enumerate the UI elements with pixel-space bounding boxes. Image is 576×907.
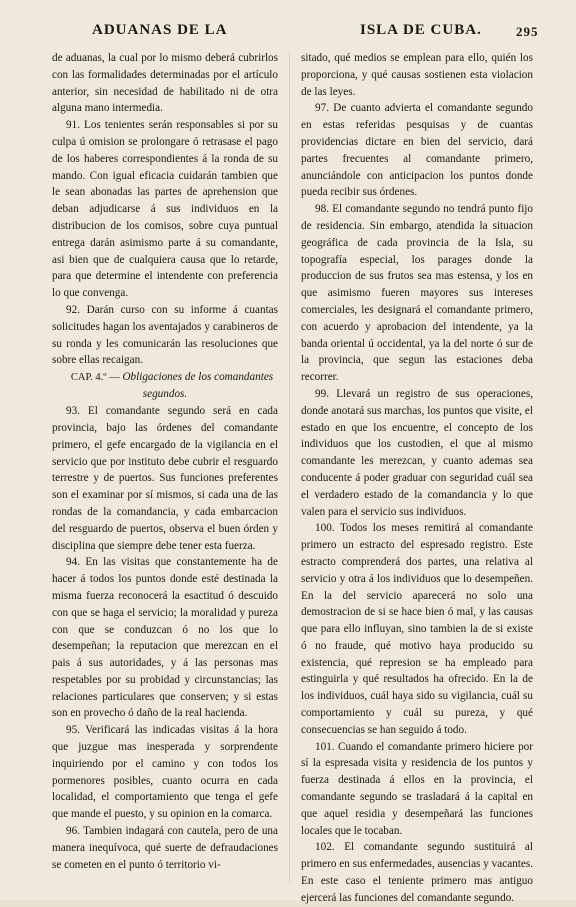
right-column [301,50,533,907]
page-number: 295 [516,24,539,39]
article-95: 95. Verificará las indicadas visitas á la hora que juzgue mas inesperada y sorprendente inquiriendo por el camino y con todos los pormenores posibles, cuanto ocurra en cada localidad, el comportamiento que tenga el gefe que mande el puesto, y su opinion en la comarca. [52,724,278,821]
header-right-title: ISLA DE CUBA. [360,22,482,38]
header-left-title: ADUANAS DE LA [92,22,228,38]
article-92: 92. Darán curso con su informe á cuantas solicitudes hagan los aventajados y carabineros de su ronda y les comunicarán las resoluciones que sobre ellas recaigan. [52,303,278,367]
chapter-heading [52,369,278,403]
left-column [52,50,278,873]
column-divider [289,52,290,882]
running-header [0,22,576,44]
article-91: 91. Los tenientes serán responsables si por su culpa ú omision se prolongare ó retrasase el pago de los haberes correspondientes á la ronda de su mando. Con igual eficacia cuidarán tambien que le sean abonadas las partes de aprehension que deban adjudicarse á sus individuos en la distribucion de los comisos, sobre cuya puntual entrega darán asimismo parte á su comandante, asi bien que de cualquiera causa que lo retarde, para que determine el intendente con preferencia lo que convenga. [52,119,278,300]
chapter-number: CAP. 4.º — [70,372,120,384]
paragraph-continuation: de aduanas, la cual por lo mismo deberá cubrirlos con las formalidades determinadas por el artículo anterior, sin necesidad de habilitado ni de otra alguna mano intermedia. [52,52,278,115]
article-96: 96. Tambien indagará con cautela, pero de una manera inequívoca, qué suerte de defraudaciones se cometen en el punto ó territorio vi- [52,825,278,871]
article-98: 98. El comandante segundo no tendrá punto fijo de residencia. Sin embargo, atendida la situacion geográfica de cada provincia de la Isla, su topografía especial, los parages donde la produccion de sus frutos sea mas estensa, y los en que asimismo fueren mayores sus intereses comerciales, les designará el comandante primero, con acuerdo y aprobacion del intendente, ya la banda oriental ú occidental, ya la del norte ó sur de la provincia, que segun las estaciones deba recorrer. [301,203,533,384]
article-94: 94. En las visitas que constantemente ha de hacer á todos los puntos donde esté destinada la misma fuerza reconocerá la esactitud ó descuido con que se haga el servicio; la moralidad y pureza con que se conduzcan ó no los que lo desempeñan; la reputacion que merezcan en el pais á sus autoridades, y á las personas mas respetables por su probidad y circunstancias; las relaciones particulares que conserven; y si estas son en provecho ó daño de la real hacienda. [52,556,278,720]
article-93: 93. El comandante segundo será en cada provincia, bajo las órdenes del comandante primero, el gefe encargado de la vigilancia en el servicio que por instituto debe cubrir el resguardo terrestre y de puertos. Sus funciones preferentes son el examinar por sí mismos, si cada una de las rondas de la comandancia, y cada embarcacion del resguardo de puertos, observa el buen órden y disciplina que siempre debe tener esta fuerza. [52,405,278,552]
article-102: 102. El comandante segundo sustituirá al primero en sus enfermedades, ausencias y vacantes. En este caso el teniente primero mas antiguo ejercerá las funciones del comandante segundo. [301,841,533,904]
paragraph-continuation: sitado, qué medios se emplean para ello, quién los proporciona, y qué causas sostienen esta violacion de las leyes. [301,52,533,98]
article-100: 100. Todos los meses remitirá al comandante primero un estracto del espresado registro. Este estracto comprenderá dos partes, una relativa al servicio y otra á los individuos que lo desempeñen. En la del servicio aparecerá no solo una demostracion de si se hace bien ó mal, y las causas que para ello influyan, sino tambien la de si existe ó no fraude, qué motivo haya producido su existencia, qué represion se ha empleado para estinguirla y qué resultados ha ofrecido. En la de los individuos, cuál haya sido su vigilancia, cuál su comportamiento y cuál su pureza, y qué consecuencias se han seguido á todo. [301,522,533,736]
chapter-title: Obligaciones de los comandantes segundos. [122,371,274,401]
article-97: 97. De cuanto advierta el comandante segundo en estas referidas pesquisas y de cuantas providencias dictare en bien del servicio, dará partes frecuentes al comandante primero, anunciándole con anticipacion los puntos donde pueda recibir sus órdenes. [301,102,533,199]
article-101: 101. Cuando el comandante primero hiciere por sí la espresada visita y residencia de los puntos y fuerza destinada á ellos en la provincia, el comandante segundo se trasladará á la capital en que aquel residia y desempeñará las funciones locales que le tocaban. [301,740,533,837]
article-99: 99. Llevará un registro de sus operaciones, donde anotará sus marchas, los puntos que visite, el estado en que los encuentre, el concepto de los individuos que los custodien, el que al mismo comandante les merezcan, y cuanto ademas sea conducente á poder graduar con seguridad cuál sea el verdadero estado de la comandancia y lo que valen para el servicio sus individuos. [301,387,533,518]
